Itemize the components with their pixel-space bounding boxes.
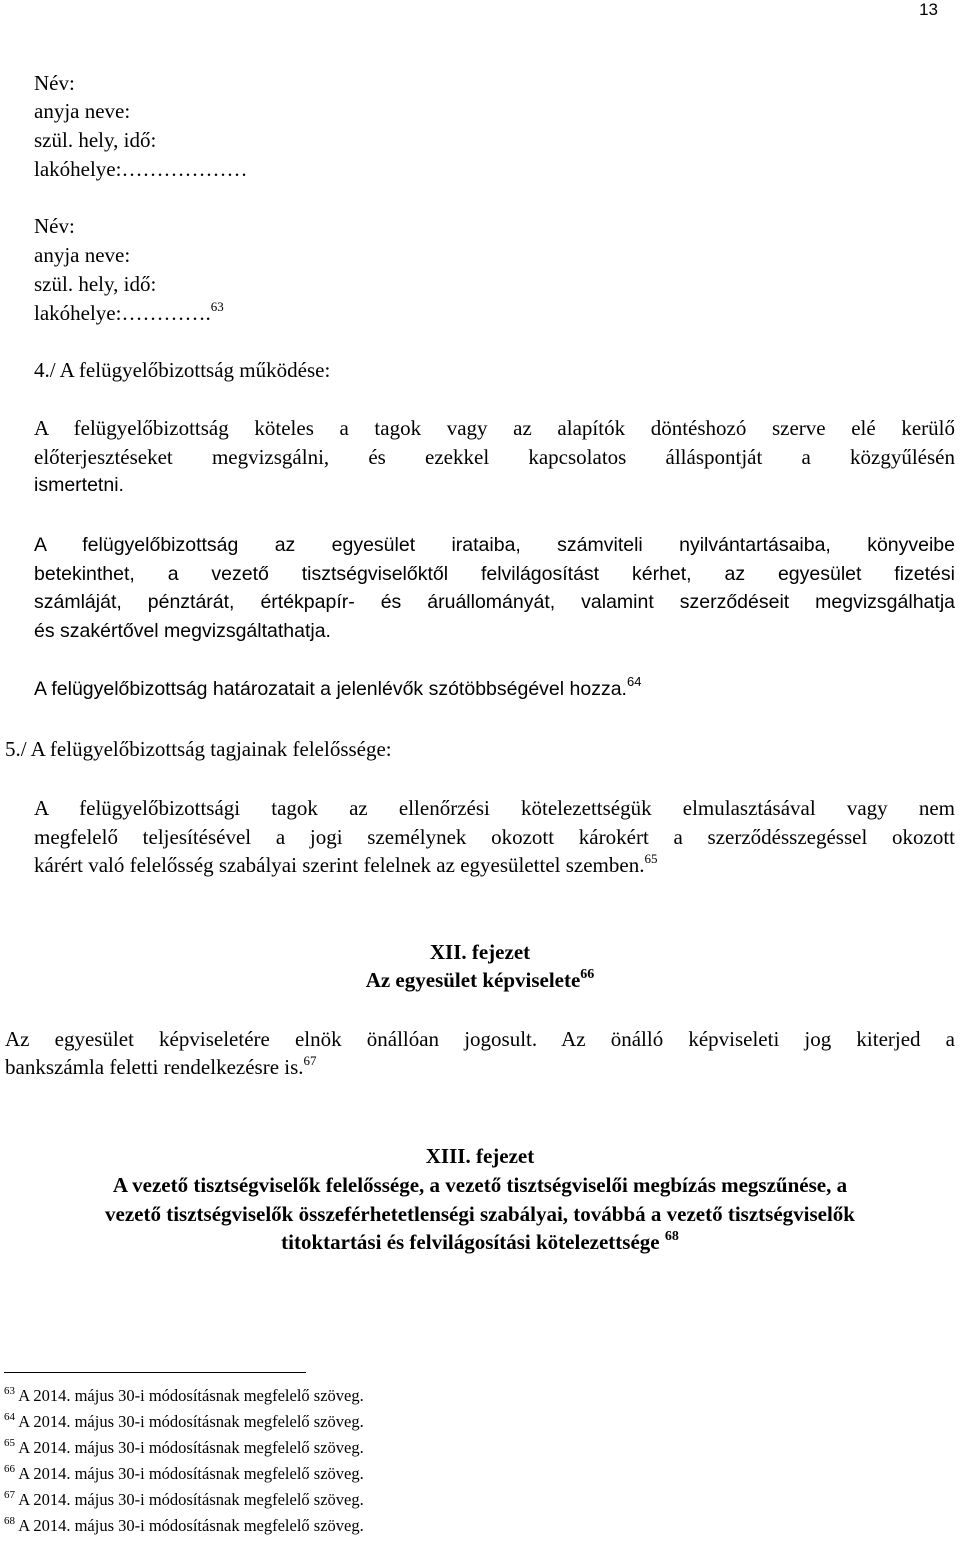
paragraph-line: előterjesztéseket megvizsgálni, és ezekkel kapcsolatos álláspontját a közgyűlésén	[34, 445, 955, 469]
footnote-ref: 68	[664, 1229, 679, 1244]
birth-place-date-label: szül. hely, idő:	[34, 128, 157, 152]
residence-label: lakóhelye:………….$^{63}$	[34, 299, 224, 325]
residence-label: lakóhelye:………………	[34, 157, 248, 181]
chapter-title-line: A vezető tisztségviselők felelőssége, a vezető tisztségviselői megbízás megszűnése, a	[112, 1173, 848, 1197]
chapter-title-line: titoktartási és felvilágosítási kötelezettsége $^{68}$	[281, 1229, 679, 1254]
footnote-ref: 67	[303, 1053, 317, 1068]
section-heading: 4./ A felügyelőbizottság működése:	[34, 358, 331, 382]
chapter-number: XII. fejezet	[429, 940, 531, 964]
chapter-title-line: vezető tisztségviselők összeférhetetlenségi szabályai, továbbá a vezető tisztségviselők	[105, 1202, 855, 1226]
paragraph-line: A felügyelőbizottság az egyesület irataiba, számviteli nyilvántartásaiba, könyveibe	[34, 534, 955, 556]
paragraph-line: A felügyelőbizottsági tagok az ellenőrzési kötelezettségük elmulasztásával vagy nem	[34, 796, 955, 820]
footnote: $^{67}$ A 2014. május 30-i módosításnak megfelelő szöveg.	[4, 1489, 364, 1509]
footnote-ref: 65	[644, 851, 658, 866]
mother-name-label: anyja neve:	[34, 99, 131, 123]
paragraph-line: kárért való felelősség szabályai szerint felelnek az egyesülettel szemben.$^{65}$	[34, 851, 658, 877]
footnote-separator	[4, 1372, 306, 1373]
footnote: $^{68}$ A 2014. május 30-i módosításnak megfelelő szöveg.	[4, 1515, 364, 1535]
paragraph-line: számláját, pénztárát, értékpapír- és áruállományát, valamint szerződéseit megvizsgálhatja	[34, 591, 955, 613]
chapter-number: XIII. fejezet	[425, 1144, 535, 1168]
paragraph-line: A felügyelőbizottság köteles a tagok vagy az alapítók döntéshozó szerve elé kerülő	[34, 416, 955, 440]
paragraph-line: Az egyesület képviseletére elnök önállóan jogosult. Az önálló képviseleti jog kiterjed a	[5, 1027, 955, 1051]
name-label: Név:	[34, 214, 75, 238]
paragraph-line: és szakértővel megvizsgáltathatja.	[34, 620, 331, 642]
footnote-ref: 64	[626, 674, 642, 689]
paragraph-line: bankszámla feletti rendelkezésre is.$^{67}$	[5, 1053, 317, 1079]
chapter-title: Az egyesület képviselete$^{66}$	[365, 967, 595, 992]
page-number: 13	[919, 0, 938, 19]
paragraph-line: megfelelő teljesítésével a jogi személynek okozott károkért a szerződésszegéssel okozott	[34, 825, 955, 849]
mother-name-label: anyja neve:	[34, 243, 131, 267]
paragraph-line: ismertetni.	[34, 474, 124, 496]
footnote-ref: 63	[210, 299, 224, 314]
name-label: Név:	[34, 71, 75, 95]
footnote: $^{66}$ A 2014. május 30-i módosításnak megfelelő szöveg.	[4, 1463, 364, 1483]
paragraph-line: betekinthet, a vezető tisztségviselőktől felvilágosítást kérhet, az egyesület fizetési	[34, 563, 955, 585]
footnote: $^{65}$ A 2014. május 30-i módosításnak megfelelő szöveg.	[4, 1437, 364, 1457]
birth-place-date-label: szül. hely, idő:	[34, 272, 157, 296]
footnote: $^{63}$ A 2014. május 30-i módosításnak megfelelő szöveg.	[4, 1385, 364, 1405]
footnote: $^{64}$ A 2014. május 30-i módosításnak megfelelő szöveg.	[4, 1411, 364, 1431]
paragraph: A felügyelőbizottság határozatait a jelenlévők szótöbbségével hozza.$^{64}$	[34, 674, 642, 700]
section-heading: 5./ A felügyelőbizottság tagjainak felelőssége:	[5, 737, 392, 761]
footnote-ref: 66	[580, 967, 595, 982]
